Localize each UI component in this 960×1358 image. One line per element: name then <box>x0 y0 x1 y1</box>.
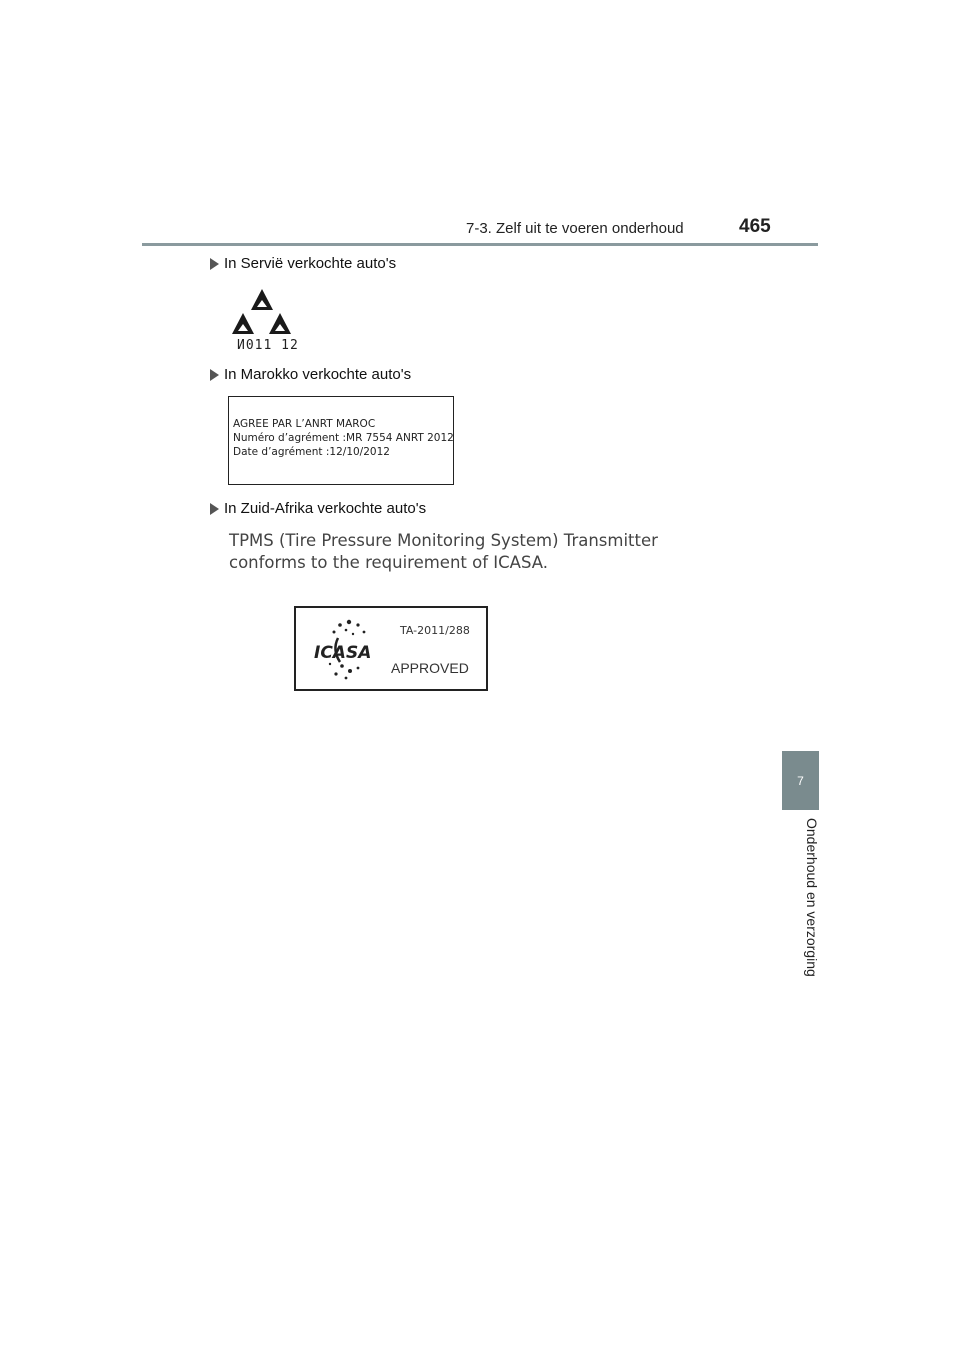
serbia-certification-mark <box>232 287 292 339</box>
icasa-logo <box>312 616 386 684</box>
page-number: 465 <box>739 216 771 237</box>
section-south-africa-caption <box>210 500 426 517</box>
morocco-approval-label <box>228 396 454 485</box>
statement-line: conforms to the requirement of ICASA. <box>229 553 548 572</box>
serbia-mark-code: И011 12 <box>237 338 299 353</box>
section-morocco-caption <box>210 366 411 383</box>
icasa-approved-text: APPROVED <box>391 660 469 676</box>
statement-line: TPMS (Tire Pressure Monitoring System) Transmitter <box>229 531 658 550</box>
bullet-triangle-icon <box>210 369 219 381</box>
section-serbia-caption <box>210 255 396 272</box>
chapter-tab <box>782 751 819 810</box>
section-caption-text: In Zuid-Afrika verkochte auto's <box>224 500 427 517</box>
morocco-label-line: Numéro d’agrément :MR 7554 ANRT 2012 <box>233 432 454 444</box>
icasa-logo-text: ICASA <box>314 643 372 663</box>
chapter-number: 7 <box>797 773 804 788</box>
icasa-ta-number: TA-2011/288 <box>400 624 470 637</box>
tpms-conformity-statement <box>229 530 658 574</box>
header-section-title: 7-3. Zelf uit te voeren onderhoud <box>466 220 684 237</box>
chapter-title: Onderhoud en verzorging <box>804 818 820 977</box>
morocco-label-line: Date d’agrément :12/10/2012 <box>233 446 390 458</box>
bullet-triangle-icon <box>210 503 219 515</box>
section-caption-text: In Servië verkochte auto's <box>224 255 397 272</box>
icasa-approval-label <box>294 606 488 691</box>
section-caption-text: In Marokko verkochte auto's <box>224 366 412 383</box>
header-rule <box>142 243 818 246</box>
morocco-label-line: AGREE PAR L’ANRT MAROC <box>233 418 376 430</box>
bullet-triangle-icon <box>210 258 219 270</box>
